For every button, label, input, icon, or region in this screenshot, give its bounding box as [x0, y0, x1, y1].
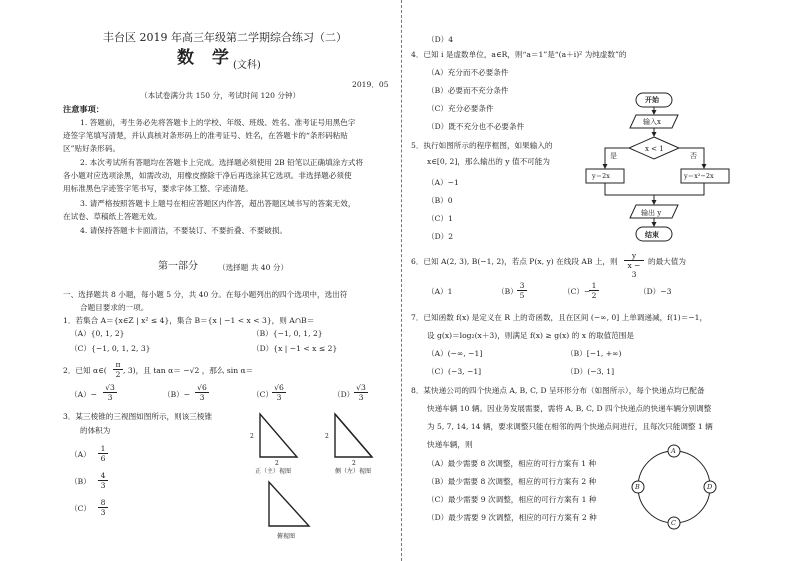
notes-line: 迹签字笔填写清楚，并认真核对条形码上的准考证号、姓名，在答题卡的“条形码粘贴	[63, 131, 348, 140]
q3-option-c-fraction: $\frac{8}{3}$	[98, 498, 108, 517]
q2-option-a-label: （A）−	[70, 390, 98, 399]
q6-option-d: （D）−3	[639, 287, 672, 296]
exam-title: 丰台区 2019 年高三年级第二学期综合练习（二）	[103, 31, 347, 44]
q3-option-c-label: （C）	[70, 504, 91, 513]
q5-option-b: （B）0	[427, 196, 453, 205]
q4-stem: 4．已知 i 是虚数单位，a∈R，则“a＝1”是“(a＋i)² 为纯虚数”的	[411, 50, 627, 59]
part1-title: 第一部分	[158, 261, 198, 272]
q2-stem-post: , 3)，且 tan α＝ −√2 ，那么 sin α＝	[123, 366, 254, 375]
q8-option-a: （A）最少需要 8 次调整，相应的可行方案有 1 种	[427, 459, 597, 468]
q2-interval-fraction: $\frac{\pi}{2}$	[113, 360, 123, 379]
q8-stem: 为 5, 7, 14, 14 辆，要求调整只能在相邻的两个快递点间进行，且每次只能调整 1 辆	[427, 422, 713, 431]
ring-point-a: A	[671, 447, 676, 455]
q7-option-a: （A）(−∞, −1]	[427, 349, 483, 358]
flowchart-condition: x < 1	[645, 145, 664, 153]
front-view-dim: 2	[250, 433, 254, 440]
q5-stem: x∈[0, 2]，那么输出的 y 值不可能为	[427, 157, 550, 166]
q2-option-a-fraction: $\frac{√3}{3}$	[103, 383, 117, 402]
exam-date: 2019．05	[352, 80, 389, 89]
q6-stem-post: 的最大值为	[648, 257, 686, 266]
q6-option-b-label: （B）	[497, 287, 518, 296]
subject-tag: (文科)	[233, 60, 261, 71]
q4-option-b: （B）必要而不充分条件	[427, 86, 509, 95]
flowchart-no: 否	[690, 152, 697, 160]
q8-stem: 8．某快递公司的四个快递点 A, B, C, D 呈环形分布（如图所示），每个快递点均已配备	[411, 386, 705, 395]
ring-point-c: C	[671, 519, 676, 527]
q6-option-c-fraction: $\frac{1}{2}$	[589, 281, 599, 300]
ring-point-d: D	[707, 483, 713, 491]
column-divider	[401, 0, 402, 561]
side-view-diagram	[330, 412, 375, 462]
exam-info: （本试卷满分共 150 分，考试时间 120 分钟）	[140, 91, 301, 100]
q3-option-b-label: （B）	[70, 477, 91, 486]
q2-option-c-fraction: $\frac{√6}{3}$	[272, 383, 286, 402]
flowchart-input: 输入x	[643, 118, 661, 126]
part1-intro: 合题目要求的一项。	[80, 303, 149, 312]
flowchart-diagram	[580, 90, 740, 245]
q2-option-b-label: （B）−	[163, 390, 191, 399]
q6-fraction: $\frac{y}{x - 3}$	[624, 251, 644, 279]
notes-line: 3. 请严格按照答题卡上题号在相应答题区内作答，超出答题区域书写的答案无效，	[80, 199, 356, 208]
q1-option-d: （D）{x | −1 < x ≤ 2}	[252, 344, 338, 353]
q5-option-a: （A）−1	[427, 178, 459, 187]
flowchart-right-branch: y＝x²−2x	[684, 172, 714, 180]
q1-option-a: （A）{0, 1, 2}	[70, 329, 125, 338]
flowchart-end: 结束	[645, 230, 659, 239]
top-view-label: 俯视图	[277, 533, 296, 540]
q2-stem-pre: 2．已知 α∈(	[63, 366, 107, 375]
part1-subtitle: （选择题 共 40 分）	[218, 263, 289, 272]
top-view-diagram	[265, 478, 315, 533]
q5-stem: 5．执行如图所示的程序框图，如果输入的	[411, 141, 553, 150]
part1-intro: 一、选择题共 8 小题，每小题 5 分，共 40 分。在每小题列出的四个选项中，选出符	[63, 290, 348, 299]
subject-title: 数 学	[177, 48, 235, 68]
side-view-dim: 2	[325, 433, 329, 440]
q6-stem-pre: 6．已知 A(2, 3), B(−1, 2)，若点 P(x, y) 在线段 AB 上，则	[411, 257, 618, 266]
q3-option-a-fraction: $\frac{1}{6}$	[98, 444, 108, 463]
q4-option-c: （C）充分必要条件	[427, 104, 494, 113]
q2-option-c-label: （C）	[252, 390, 273, 399]
q8-option-b: （B）最少需要 8 次调整，相应的可行方案有 2 种	[427, 477, 597, 486]
notes-line: 用标准黑色字迹签字笔书写，要求字体工整、字迹清楚。	[63, 184, 253, 193]
q7-option-d: （D）(−3, 1]	[566, 367, 615, 376]
q8-stem: 快递车辆 10 辆。因业务发展需要，需将 A, B, C, D 四个快递点的快递车辆分别调整	[427, 404, 712, 413]
q3-stem: 的体积为	[80, 426, 111, 435]
q7-option-c: （C）(−3, −1]	[427, 367, 482, 376]
notes-line: 2. 本次考试所有答题均在答题卡上完成。选择题必须使用 2B 铅笔以正确填涂方式将	[80, 158, 364, 167]
front-view-diagram	[255, 412, 300, 462]
q3-option-a-label: （A）	[70, 450, 91, 459]
q1-option-c: （C）{−1, 0, 1, 2, 3}	[70, 344, 151, 353]
q2-option-d-label: （D）	[333, 390, 355, 399]
q7-option-b: （B）[−1, +∞)	[566, 349, 622, 358]
q5-option-c: （C）1	[427, 214, 453, 223]
q8-option-d: （D）最少需要 9 次调整，相应的可行方案有 2 种	[427, 513, 597, 522]
flowchart-start: 开始	[645, 95, 659, 104]
flowchart-output: 输出 y	[641, 209, 662, 217]
q4-option-a: （A）充分而不必要条件	[427, 68, 509, 77]
q8-option-c: （C）最少需要 9 次调整，相应的可行方案有 1 种	[427, 495, 597, 504]
q6-option-a: （A）1	[427, 287, 453, 296]
q3-option-d: （D）4	[427, 35, 454, 44]
q2-option-b-fraction: $\frac{√6}{3}$	[195, 383, 209, 402]
q1-stem: 1．若集合 A＝{x∈Z | x² ≤ 4}，集合 B＝{x | −1 < x < 3}，则 A∩B＝	[63, 316, 315, 325]
notes-line: 4. 请保持答题卡卡面清洁，不要装订、不要折叠、不要破损。	[80, 226, 288, 235]
q7-stem: 7．已知函数 f(x) 是定义在 R 上的奇函数，且在区间 (−∞, 0] 上单调递减，f(1)＝−1，	[411, 313, 708, 322]
side-view-dim: 2	[352, 460, 356, 467]
q7-stem: 设 g(x)＝log₂(x＋3)，则满足 f(x) ≥ g(x) 的 x 的取值范围是	[427, 331, 634, 340]
notes-line: 区”贴好条形码。	[63, 144, 121, 153]
flowchart-yes: 是	[610, 152, 617, 160]
front-view-label: 正（主）视图	[255, 468, 292, 475]
q4-option-d: （D）既不充分也不必要条件	[427, 122, 525, 131]
notes-line: 在试卷、草稿纸上答题无效。	[63, 212, 162, 221]
q1-option-b: （B）{−1, 0, 1, 2}	[252, 329, 323, 338]
q8-stem: 快递车辆，则	[427, 440, 473, 449]
flowchart-left-branch: y＝2x	[592, 172, 610, 180]
q5-option-d: （D）2	[427, 232, 454, 241]
side-view-label: 侧（左）视图	[335, 468, 372, 475]
notes-line: 1. 答题前，考生务必先将答题卡上的学校、年级、班级、姓名、准考证号用黑色字	[80, 118, 356, 127]
q3-stem: 3．某三棱锥的三视图如图所示，则该三棱锥	[63, 412, 213, 421]
q2-option-d-fraction: $\frac{√3}{3}$	[354, 383, 368, 402]
q3-option-b-fraction: $\frac{4}{3}$	[98, 471, 108, 490]
q6-option-c-label: （C）−	[563, 287, 591, 296]
q6-option-b-fraction: $\frac{3}{5}$	[517, 281, 527, 300]
notes-heading: 注意事项：	[63, 104, 104, 114]
ring-point-b: B	[635, 483, 640, 491]
front-view-dim: 2	[275, 460, 279, 467]
notes-line: 各小题对应选项涂黑，如需改动，用橡皮擦除干净后再选涂其它选项。非选择题必须使	[63, 171, 352, 180]
